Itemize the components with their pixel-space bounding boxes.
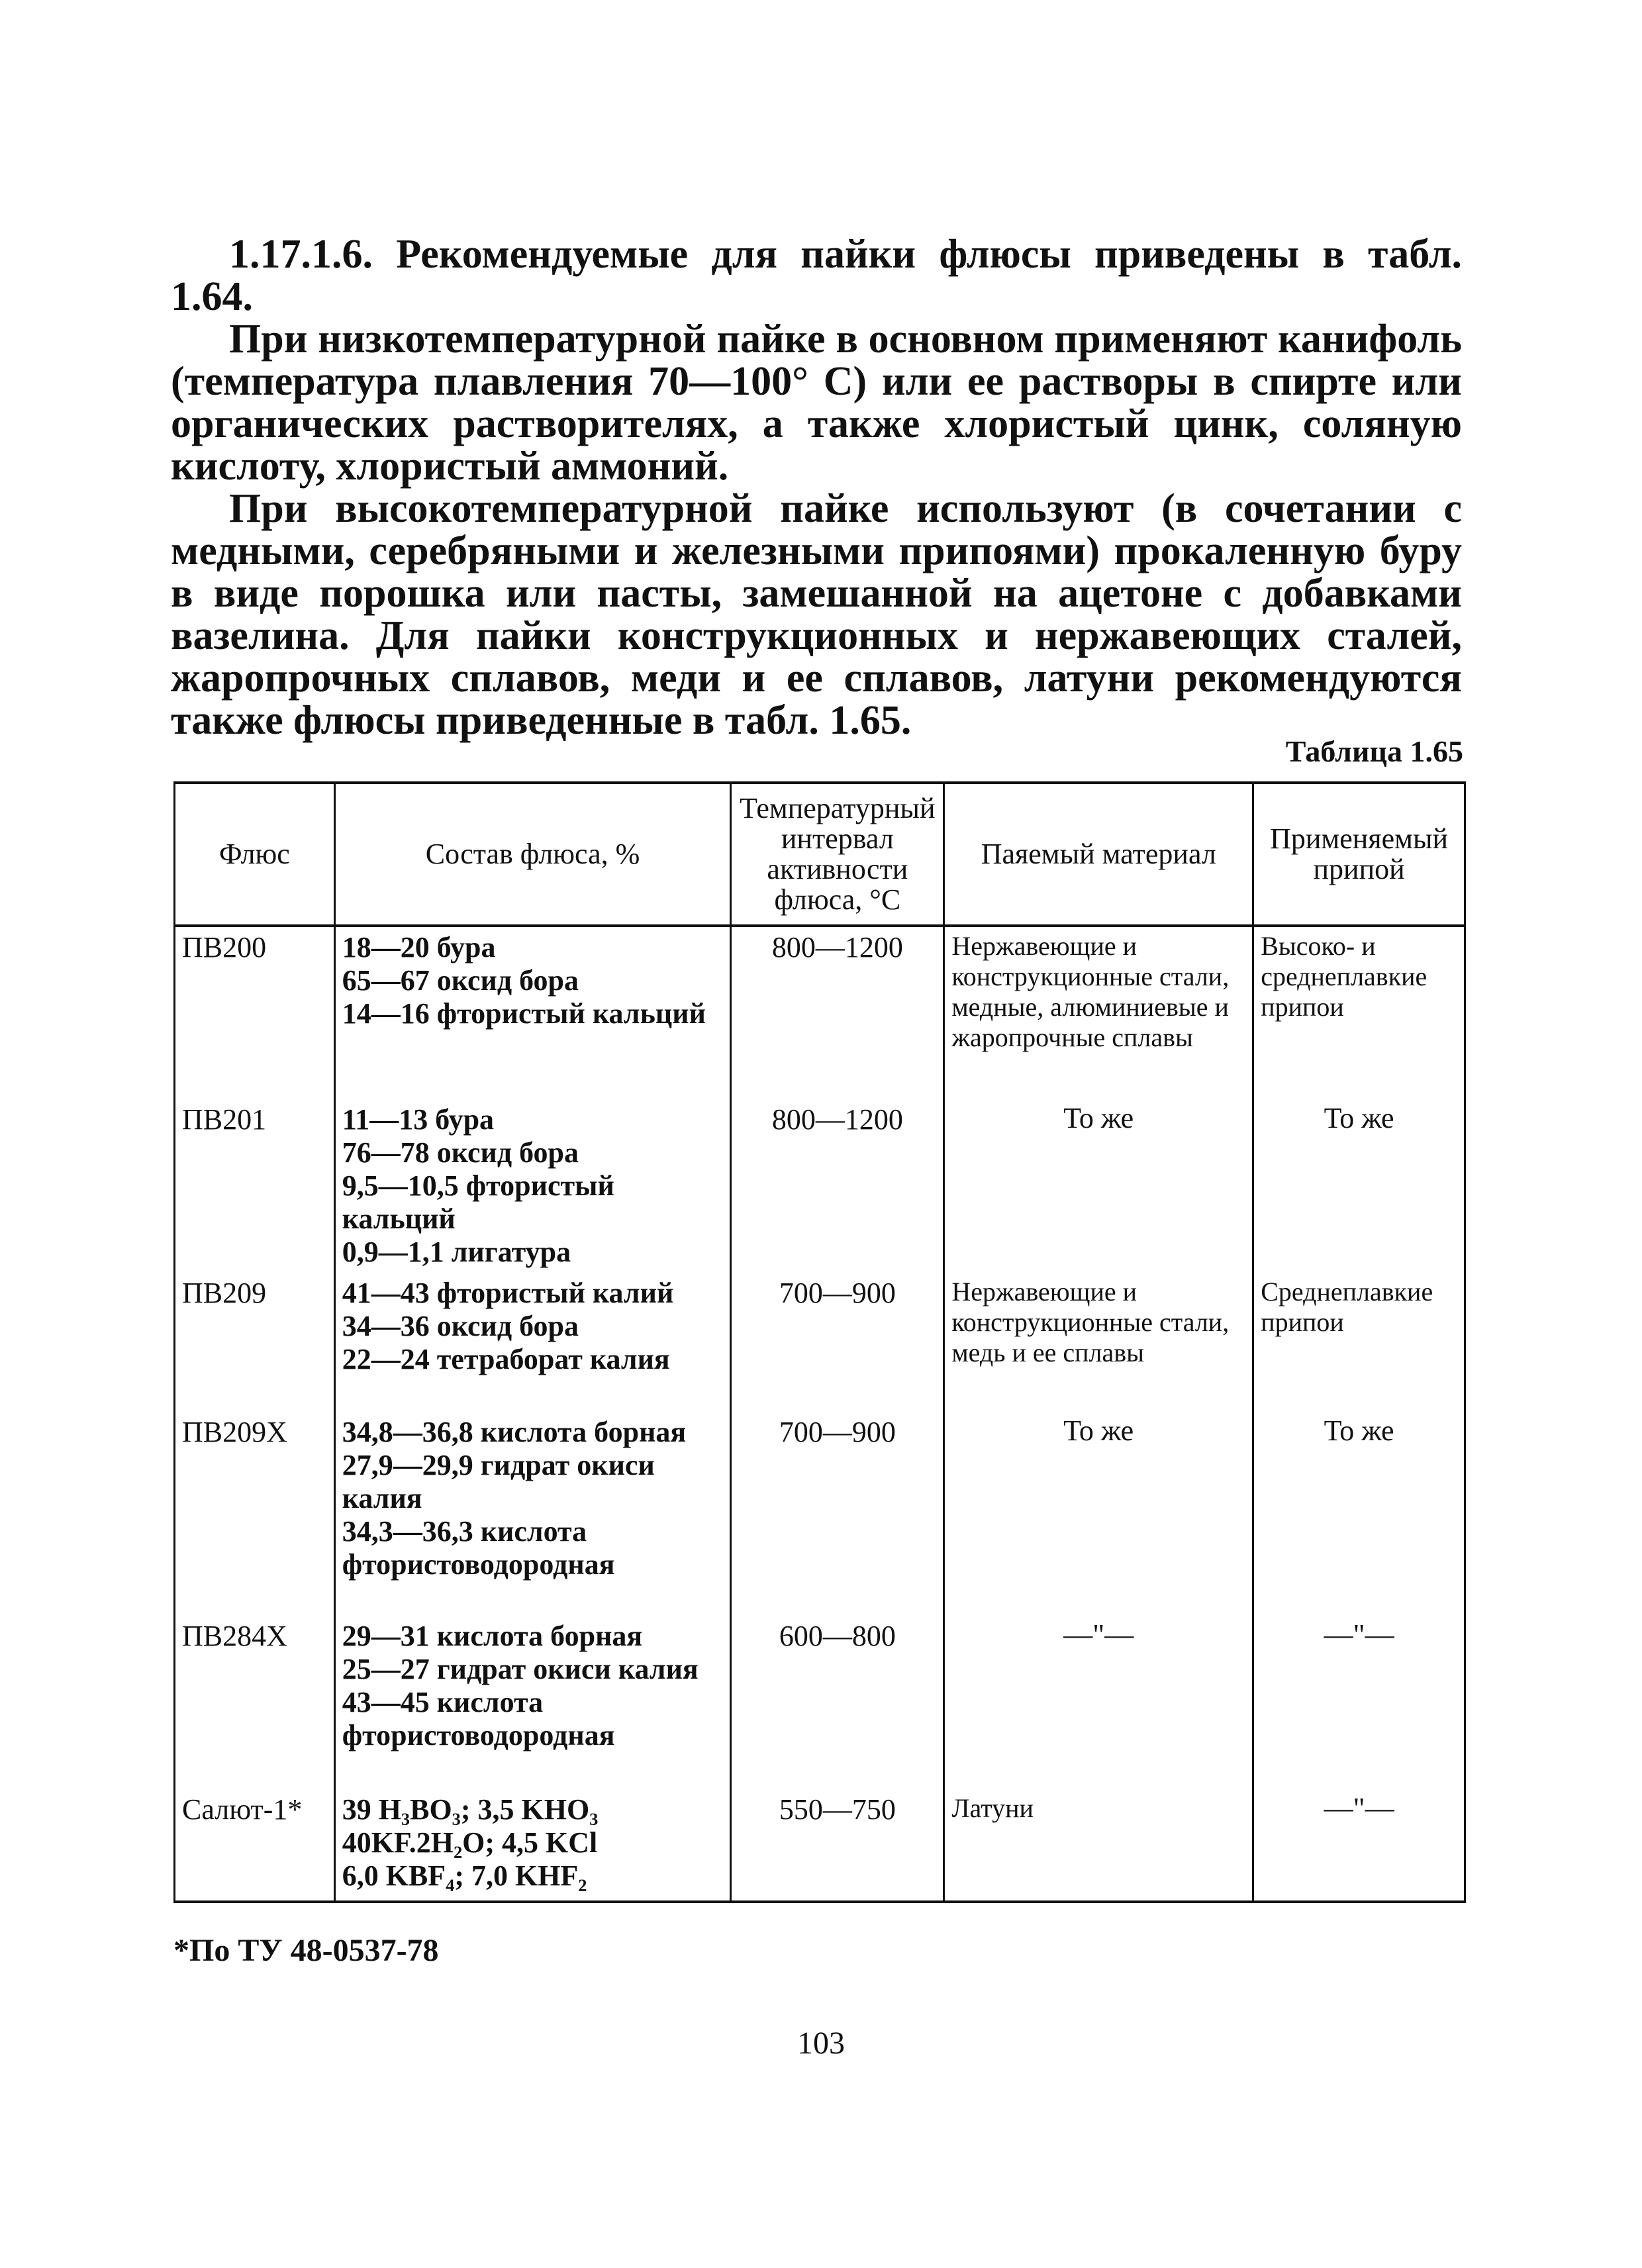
header-solder: Применяемый припой — [1253, 783, 1465, 926]
flux-table — [173, 781, 1466, 1903]
composition-line: 40KF.2H₂O; 4,5 KCl — [342, 1826, 598, 1859]
cell-solder: —"— — [1253, 1789, 1465, 1902]
composition-line: 18—20 бура — [342, 931, 496, 963]
cell-material: Нержавеющие и конструкционные стали, медь и ее сплавы — [944, 1273, 1253, 1412]
cell-temperature: 550—750 — [731, 1789, 944, 1902]
cell-composition — [334, 1616, 731, 1789]
cell-composition — [334, 1099, 731, 1273]
cell-solder: Среднеплавкие припои — [1253, 1273, 1465, 1412]
paragraph-2: При низкотемпературной пайке в основном применяют канифоль (температура плавления 70—100° С) или ее растворы в спирте или органических растворителях, а также хлористый цинк, соляную кислоту, хлористый аммоний. — [171, 317, 1462, 489]
composition-line: 43—45 кислота фтористоводородная — [342, 1686, 615, 1751]
table-row — [175, 1789, 1465, 1902]
cell-solder: То же — [1253, 1099, 1465, 1273]
composition-line: 76—78 оксид бора — [342, 1136, 579, 1169]
table-row — [175, 1099, 1465, 1273]
cell-flux: Салют-1* — [175, 1789, 335, 1902]
table-row — [175, 1412, 1465, 1616]
composition-line: 14—16 фтористый кальций — [342, 997, 706, 1030]
cell-material: То же — [944, 1099, 1253, 1273]
composition-line: 22—24 тетраборат калия — [342, 1343, 670, 1375]
cell-temperature: 700—900 — [731, 1412, 944, 1616]
cell-temperature: 600—800 — [731, 1616, 944, 1789]
page-number: 103 — [797, 2026, 845, 2061]
cell-composition — [334, 1789, 731, 1902]
composition-line: 27,9—29,9 гидрат окиси калия — [342, 1449, 655, 1514]
composition-line: 41—43 фтористый калий — [342, 1277, 674, 1309]
cell-composition — [334, 1273, 731, 1412]
composition-line: 29—31 кислота борная — [342, 1620, 643, 1652]
cell-material: —"— — [944, 1616, 1253, 1789]
table-row — [175, 1616, 1465, 1789]
cell-material: Латуни — [944, 1789, 1253, 1902]
cell-material: То же — [944, 1412, 1253, 1616]
table-row — [175, 926, 1465, 1099]
composition-line: 25—27 гидрат окиси калия — [342, 1653, 699, 1685]
composition-line: 6,0 KBF₄; 7,0 KHF₂ — [342, 1859, 587, 1892]
footnote: *По ТУ 48-0537-78 — [173, 1933, 439, 1968]
header-material: Паяемый материал — [944, 783, 1253, 926]
cell-solder: То же — [1253, 1412, 1465, 1616]
cell-material: Нержавеющие и конструкционные стали, медные, алюминиевые и жаропрочные сплавы — [944, 926, 1253, 1099]
table-caption: Таблица 1.65 — [1285, 734, 1463, 768]
cell-flux: ПВ284Х — [175, 1616, 335, 1789]
composition-line: 34—36 оксид бора — [342, 1310, 579, 1342]
table-header-row — [175, 783, 1465, 926]
composition-line: 65—67 оксид бора — [342, 964, 579, 997]
header-temperature: Температурный интервал активности флюса, °С — [731, 783, 944, 926]
body-text — [171, 233, 1462, 742]
cell-temperature: 800—1200 — [731, 926, 944, 1099]
table-row — [175, 1273, 1465, 1412]
cell-flux: ПВ209Х — [175, 1412, 335, 1616]
composition-line: 34,3—36,3 кислота фтористоводородная — [342, 1515, 615, 1581]
cell-solder: —"— — [1253, 1616, 1465, 1789]
cell-flux: ПВ201 — [175, 1099, 335, 1273]
cell-temperature: 700—900 — [731, 1273, 944, 1412]
header-composition: Состав флюса, % — [334, 783, 731, 926]
composition-line: 9,5—10,5 фтористый кальций — [342, 1169, 614, 1235]
cell-flux: ПВ209 — [175, 1273, 335, 1412]
cell-solder: Высоко- и среднеплавкие припои — [1253, 926, 1465, 1099]
cell-composition — [334, 926, 731, 1099]
paragraph-1: 1.17.1.6. Рекомендуемые для пайки флюсы приведены в табл. 1.64. — [171, 232, 1462, 319]
composition-line: 34,8—36,8 кислота борная — [342, 1416, 687, 1448]
cell-composition — [334, 1412, 731, 1616]
composition-line: 39 H₃BO₃; 3,5 KHO₃ — [342, 1793, 599, 1826]
cell-temperature: 800—1200 — [731, 1099, 944, 1273]
cell-flux: ПВ200 — [175, 926, 335, 1099]
composition-line: 11—13 бура — [342, 1103, 495, 1136]
header-flux: Флюс — [175, 783, 335, 926]
composition-line: 0,9—1,1 лигатура — [342, 1236, 571, 1268]
paragraph-3: При высокотемпературной пайке используют (в сочетании с медными, серебряными и железными припоями) прокаленную буру в виде порошка или пасты, замешанной на ацетоне с добавками вазелина. Для пайки конструкционных и нержавеющих сталей, жаропрочных сплавов, меди и ее сплавов, латуни рекомендуются также флюсы приведенные в табл. 1.65. — [171, 486, 1462, 743]
